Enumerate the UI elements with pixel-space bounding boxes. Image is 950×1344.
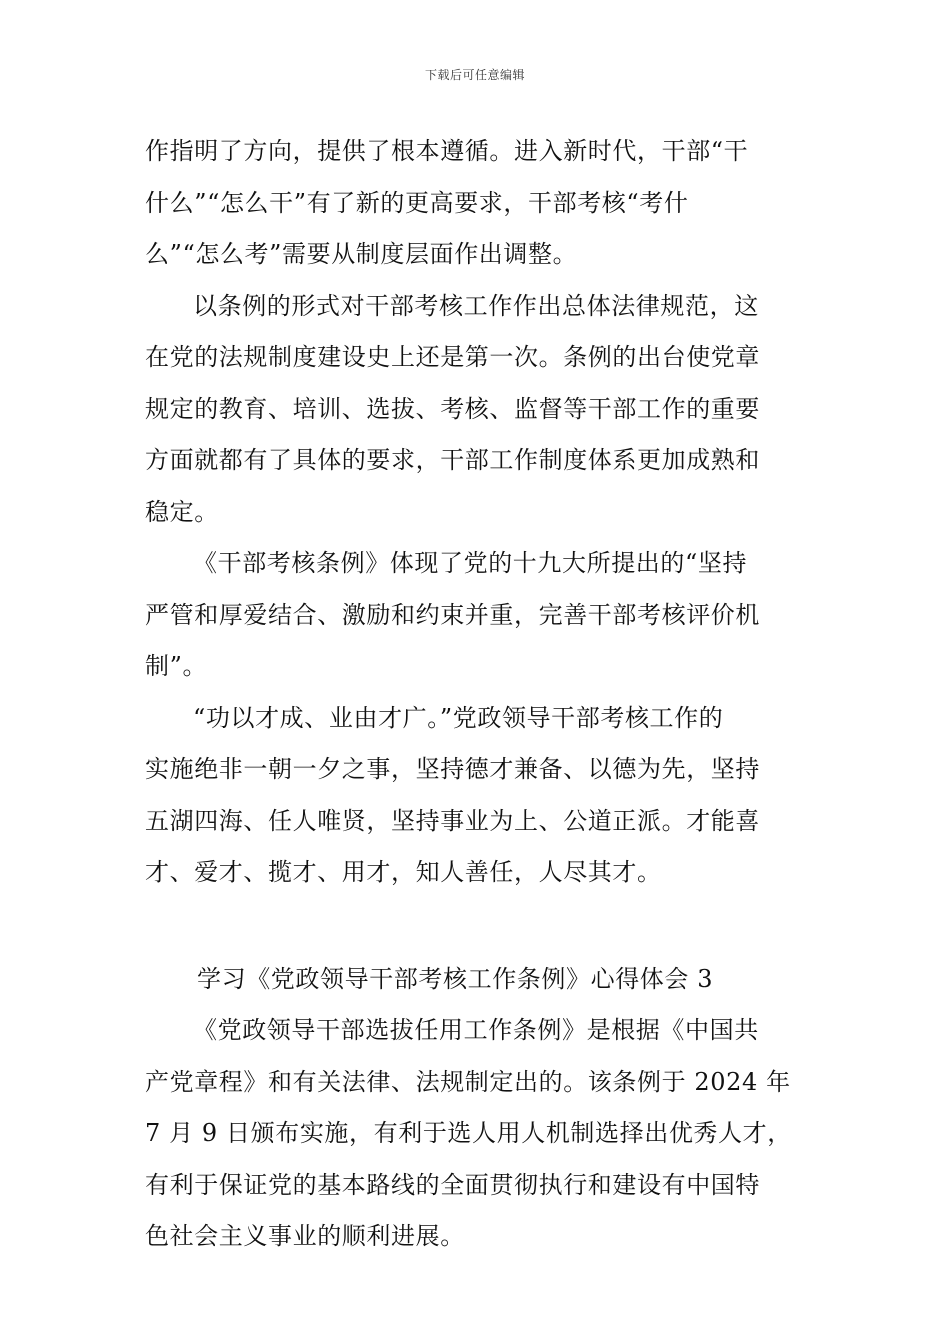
paragraph-line: 方面就都有了具体的要求，干部工作制度体系更加成熟和 [145,446,760,474]
document-body [145,126,807,1263]
paragraph-line: 有利于保证党的基本路线的全面贯彻执行和建设有中国特 [145,1170,760,1199]
section-heading: 学习《党政领导干部考核工作条例》心得体会 3 [197,964,714,993]
paragraph-line: 实施绝非一朝一夕之事，坚持德才兼备、以德为先，坚持 [145,755,760,783]
page-header-note: 下载后可任意编辑 [424,68,525,82]
paragraph-line: 产党章程》和有关法律、法规制定出的。该条例于 2024 年 [145,1067,791,1096]
paragraph-line: 稳定。 [145,497,219,526]
paragraph-first-line: 《干部考核条例》体现了党的十九大所提出的“坚持 [193,549,748,577]
paragraph-line: 色社会主义事业的顺利进展。 [145,1222,465,1250]
paragraph-line: 规定的教育、培训、选拔、考核、监督等干部工作的重要 [145,394,760,423]
paragraph-line: 什么”“怎么干”有了新的更高要求，干部考核“考什 [145,188,689,217]
paragraph-line: 在党的法规制度建设史上还是第一次。条例的出台使党章 [145,343,760,371]
paragraph-first-line: 以条例的形式对干部考核工作作出总体法律规范，这 [193,291,759,320]
paragraph-line: 严管和厚爱结合、激励和约束并重，完善干部考核评价机 [145,600,760,629]
paragraph-line: 7 月 9 日颁布实施，有利于选人用人机制选择出优秀人才， [145,1119,792,1147]
paragraph-first-line: 《党政领导干部选拔任用工作条例》是根据《中国共 [193,1016,759,1044]
paragraph-line: 制”。 [145,652,208,680]
paragraph-first-line: “功以才成、业由才广。”党政领导干部考核工作的 [193,703,724,732]
paragraph-line: 才、爱才、揽才、用才，知人善任，人尽其才。 [145,858,662,886]
paragraph-line: 五湖四海、任人唯贤，坚持事业为上、公道正派。才能喜 [145,806,760,835]
section-spacer [145,899,807,954]
paragraph-line: 作指明了方向，提供了根本遵循。进入新时代，干部“干 [145,137,749,165]
paragraph-line: 么”“怎么考”需要从制度层面作出调整。 [145,240,578,268]
